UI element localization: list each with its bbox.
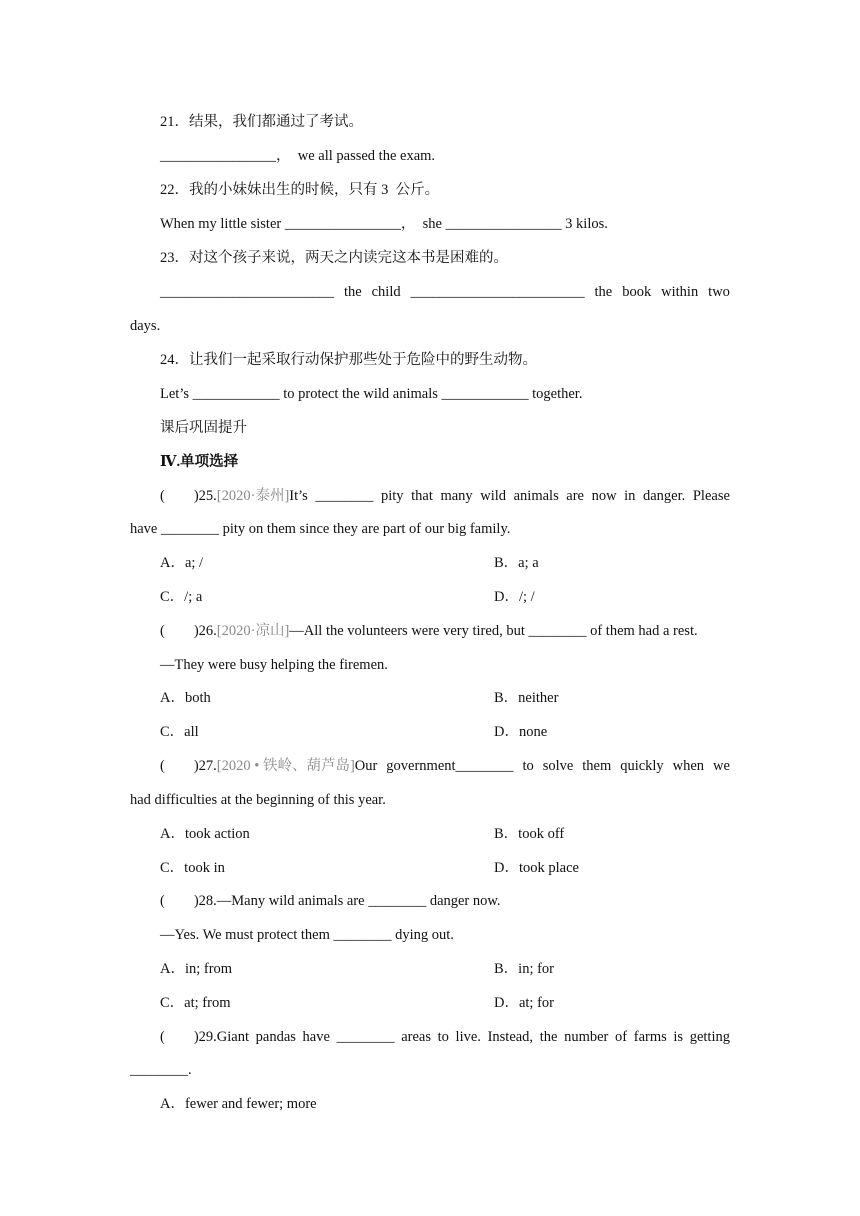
word: pity <box>380 488 404 504</box>
word: of <box>615 1029 628 1045</box>
q27-option-c: C．took in <box>160 860 225 876</box>
word: pandas <box>255 1029 296 1045</box>
q27-stem-continuation: had difficulties at the beginning of this year. <box>130 792 386 808</box>
q28-stem-continuation: —Yes. We must protect them ________ dying out. <box>160 927 454 943</box>
word: the <box>539 1029 558 1045</box>
word: Instead, <box>487 1029 534 1045</box>
q25-option-b: B．a; a <box>494 555 539 571</box>
q26-option-b: B．neither <box>494 690 559 706</box>
q24-answer-line: Let’s ____________ to protect the wild animals ____________ together. <box>160 386 583 402</box>
q28-stem: ( )28.—Many wild animals are ________ danger now. <box>160 893 501 909</box>
q26-option-c: C．all <box>160 724 199 740</box>
q27-source: [2020 • 铁岭、葫芦岛] <box>216 758 355 774</box>
q26-stem-continuation: —They were busy helping the firemen. <box>160 657 388 673</box>
q24-prompt: 24．让我们一起采取行动保护那些处于危险中的野生动物。 <box>160 352 537 368</box>
q27-option-d: D．took place <box>494 860 579 876</box>
section-iv-heading: Ⅳ.单项选择 <box>160 454 239 470</box>
word: areas <box>401 1029 431 1045</box>
word: Please <box>692 488 730 504</box>
q29-stem <box>160 1027 730 1047</box>
q27-stem <box>160 756 730 776</box>
word: quickly <box>620 758 664 774</box>
word: ________ <box>336 1029 395 1045</box>
word: getting <box>689 1029 730 1045</box>
word: danger. <box>643 488 686 504</box>
q23-prompt: 23．对这个孩子来说，两天之内读完这本书是困难的。 <box>160 250 508 266</box>
word: now <box>591 488 617 504</box>
word: that <box>411 488 433 504</box>
q28-option-b: B．in; for <box>494 961 555 977</box>
q25-option-a: A．a; / <box>160 555 204 571</box>
word: them <box>582 758 612 774</box>
q29-stem-continuation: ________. <box>130 1062 192 1078</box>
q27-option-b: B．took off <box>494 826 565 842</box>
word: we <box>712 758 730 774</box>
word: in <box>624 488 636 504</box>
q26-option-d: D．none <box>494 724 548 740</box>
word: two <box>708 284 730 300</box>
word: solve <box>542 758 574 774</box>
word: wild <box>480 488 507 504</box>
q25-source: [2020·泰州] <box>216 488 290 504</box>
word: is <box>673 1029 684 1045</box>
word: when <box>672 758 705 774</box>
q27-option-a: A．took action <box>160 826 250 842</box>
q25-stem <box>160 486 730 506</box>
q26-source: [2020·凉山] <box>216 623 290 639</box>
q28-option-c: C．at; from <box>160 995 231 1011</box>
word: animals <box>513 488 559 504</box>
word: ________ <box>315 488 374 504</box>
word: to <box>437 1029 449 1045</box>
word: child <box>371 284 401 300</box>
q26-option-a: A．both <box>160 690 211 706</box>
q22-prompt: 22．我的小妹妹出生的时候，只有 3 公斤。 <box>160 182 440 198</box>
q27-lead: ( )27.[2020 • 铁岭、葫芦岛]Our <box>160 758 378 774</box>
word: live. <box>455 1029 481 1045</box>
word: the <box>343 284 362 300</box>
word: the <box>594 284 613 300</box>
q23-answer-line <box>160 282 730 302</box>
word: number <box>564 1029 609 1045</box>
q26-stem: ( )26.[2020·凉山]—All the volunteers were very tired, but ________ of them had a rest. <box>160 623 698 639</box>
q25-lead: ( )25.[2020·泰州]It’s <box>160 488 308 504</box>
q25-stem-continuation: have ________ pity on them since they are part of our big family. <box>130 521 511 537</box>
q21-prompt: 21．结果，我们都通过了考试。 <box>160 114 363 130</box>
word: ( )29.Giant <box>160 1029 249 1045</box>
word: government________ <box>386 758 514 774</box>
q22-answer-line: When my little sister ________________， she ________________ 3 kilos. <box>160 216 608 232</box>
word: within <box>661 284 699 300</box>
q23-answer-continuation: days. <box>130 318 161 334</box>
q21-answer-line: ________________， we all passed the exam. <box>160 148 436 164</box>
word: farms <box>633 1029 667 1045</box>
section-title: 课后巩固提升 <box>160 420 247 436</box>
word: to <box>522 758 534 774</box>
word: are <box>566 488 584 504</box>
q25-option-d: D．/; / <box>494 589 535 605</box>
word: have <box>302 1029 330 1045</box>
q28-option-a: A．in; from <box>160 961 233 977</box>
word: book <box>622 284 652 300</box>
word: ________________________ <box>160 284 334 300</box>
q29-option-a: A．fewer and fewer; more <box>160 1096 317 1112</box>
word: ________________________ <box>410 284 585 300</box>
word: many <box>440 488 473 504</box>
q25-option-c: C．/; a <box>160 589 203 605</box>
q28-option-d: D．at; for <box>494 995 554 1011</box>
